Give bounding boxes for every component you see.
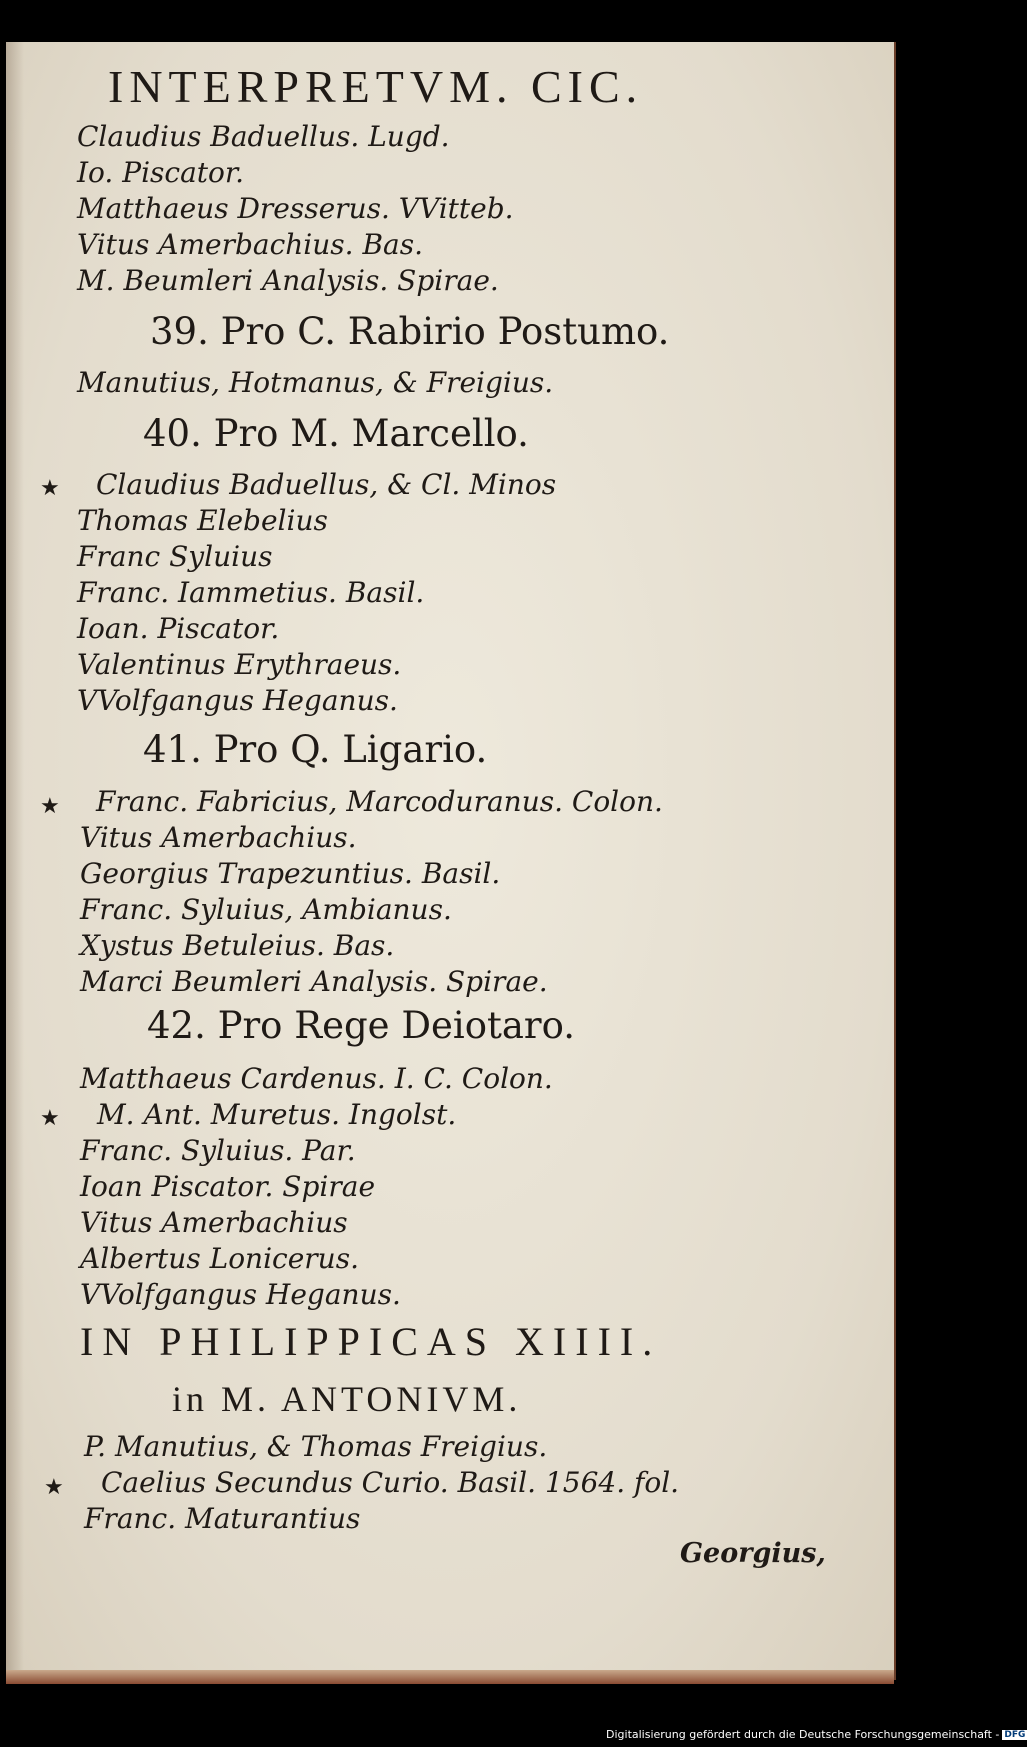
list-item: Franc Syluius xyxy=(77,540,273,573)
star-marker-icon: ★ xyxy=(40,794,60,819)
digitization-credit xyxy=(606,1728,1027,1741)
list-item: Manutius, Hotmanus, & Freigius. xyxy=(77,366,554,399)
section-heading-42: 42. Pro Rege Deiotaro. xyxy=(147,1004,575,1047)
list-item: Claudius Baduellus. Lugd. xyxy=(77,120,450,153)
star-marker-icon: ★ xyxy=(44,1475,64,1500)
philippics-subheading: in M. ANTONIVM. xyxy=(172,1379,522,1419)
list-item: P. Manutius, & Thomas Freigius. xyxy=(84,1430,548,1463)
list-item: Franc. Syluius. Par. xyxy=(80,1134,356,1167)
list-item: Albertus Lonicerus. xyxy=(80,1242,359,1275)
list-item: Franc. Iammetius. Basil. xyxy=(77,576,425,609)
catchword: Georgius, xyxy=(680,1538,826,1569)
page-edge xyxy=(6,1670,894,1684)
section-heading-39: 39. Pro C. Rabirio Postumo. xyxy=(150,310,670,353)
section-heading-41: 41. Pro Q. Ligario. xyxy=(143,728,488,771)
list-item: Marci Beumleri Analysis. Spirae. xyxy=(80,965,548,998)
dfg-logo-icon: DFG xyxy=(1004,1730,1026,1740)
list-item: Ioan. Piscator. xyxy=(77,612,280,645)
list-item: Matthaeus Dresserus. VVitteb. xyxy=(77,192,514,225)
list-item: Vitus Amerbachius. xyxy=(80,821,357,854)
list-item: Caelius Secundus Curio. Basil. 1564. fol. xyxy=(101,1466,680,1499)
list-item: Xystus Betuleius. Bas. xyxy=(80,929,395,962)
list-item: Matthaeus Cardenus. I. C. Colon. xyxy=(80,1062,553,1095)
list-item: Thomas Elebelius xyxy=(77,504,328,537)
running-header: INTERPRETVM. CIC. xyxy=(108,61,644,112)
list-item: Io. Piscator. xyxy=(77,156,245,189)
star-marker-icon: ★ xyxy=(40,1106,60,1131)
list-item: Georgius Trapezuntius. Basil. xyxy=(80,857,501,890)
list-item: Claudius Baduellus, & Cl. Minos xyxy=(96,468,557,501)
philippics-heading: IN PHILIPPICAS XIIII. xyxy=(80,1319,662,1364)
list-item: VVolfgangus Heganus. xyxy=(80,1278,401,1311)
list-item: Franc. Maturantius xyxy=(84,1502,361,1535)
page-gutter-shadow xyxy=(6,42,24,1680)
list-item: Valentinus Erythraeus. xyxy=(77,648,402,681)
list-item: M. Beumleri Analysis. Spirae. xyxy=(77,264,499,297)
digitization-credit-text: Digitalisierung gefördert durch die Deutsche Forschungsgemeinschaft - xyxy=(606,1728,1000,1741)
list-item: Vitus Amerbachius. Bas. xyxy=(77,228,423,261)
section-heading-40: 40. Pro M. Marcello. xyxy=(143,412,529,455)
list-item: VVolfgangus Heganus. xyxy=(77,684,398,717)
list-item: M. Ant. Muretus. Ingolst. xyxy=(97,1098,457,1131)
list-item: Vitus Amerbachius xyxy=(80,1206,348,1239)
star-marker-icon: ★ xyxy=(40,476,60,501)
list-item: Franc. Syluius, Ambianus. xyxy=(80,893,452,926)
list-item: Franc. Fabricius, Marcoduranus. Colon. xyxy=(96,785,663,818)
list-item: Ioan Piscator. Spirae xyxy=(80,1170,376,1203)
